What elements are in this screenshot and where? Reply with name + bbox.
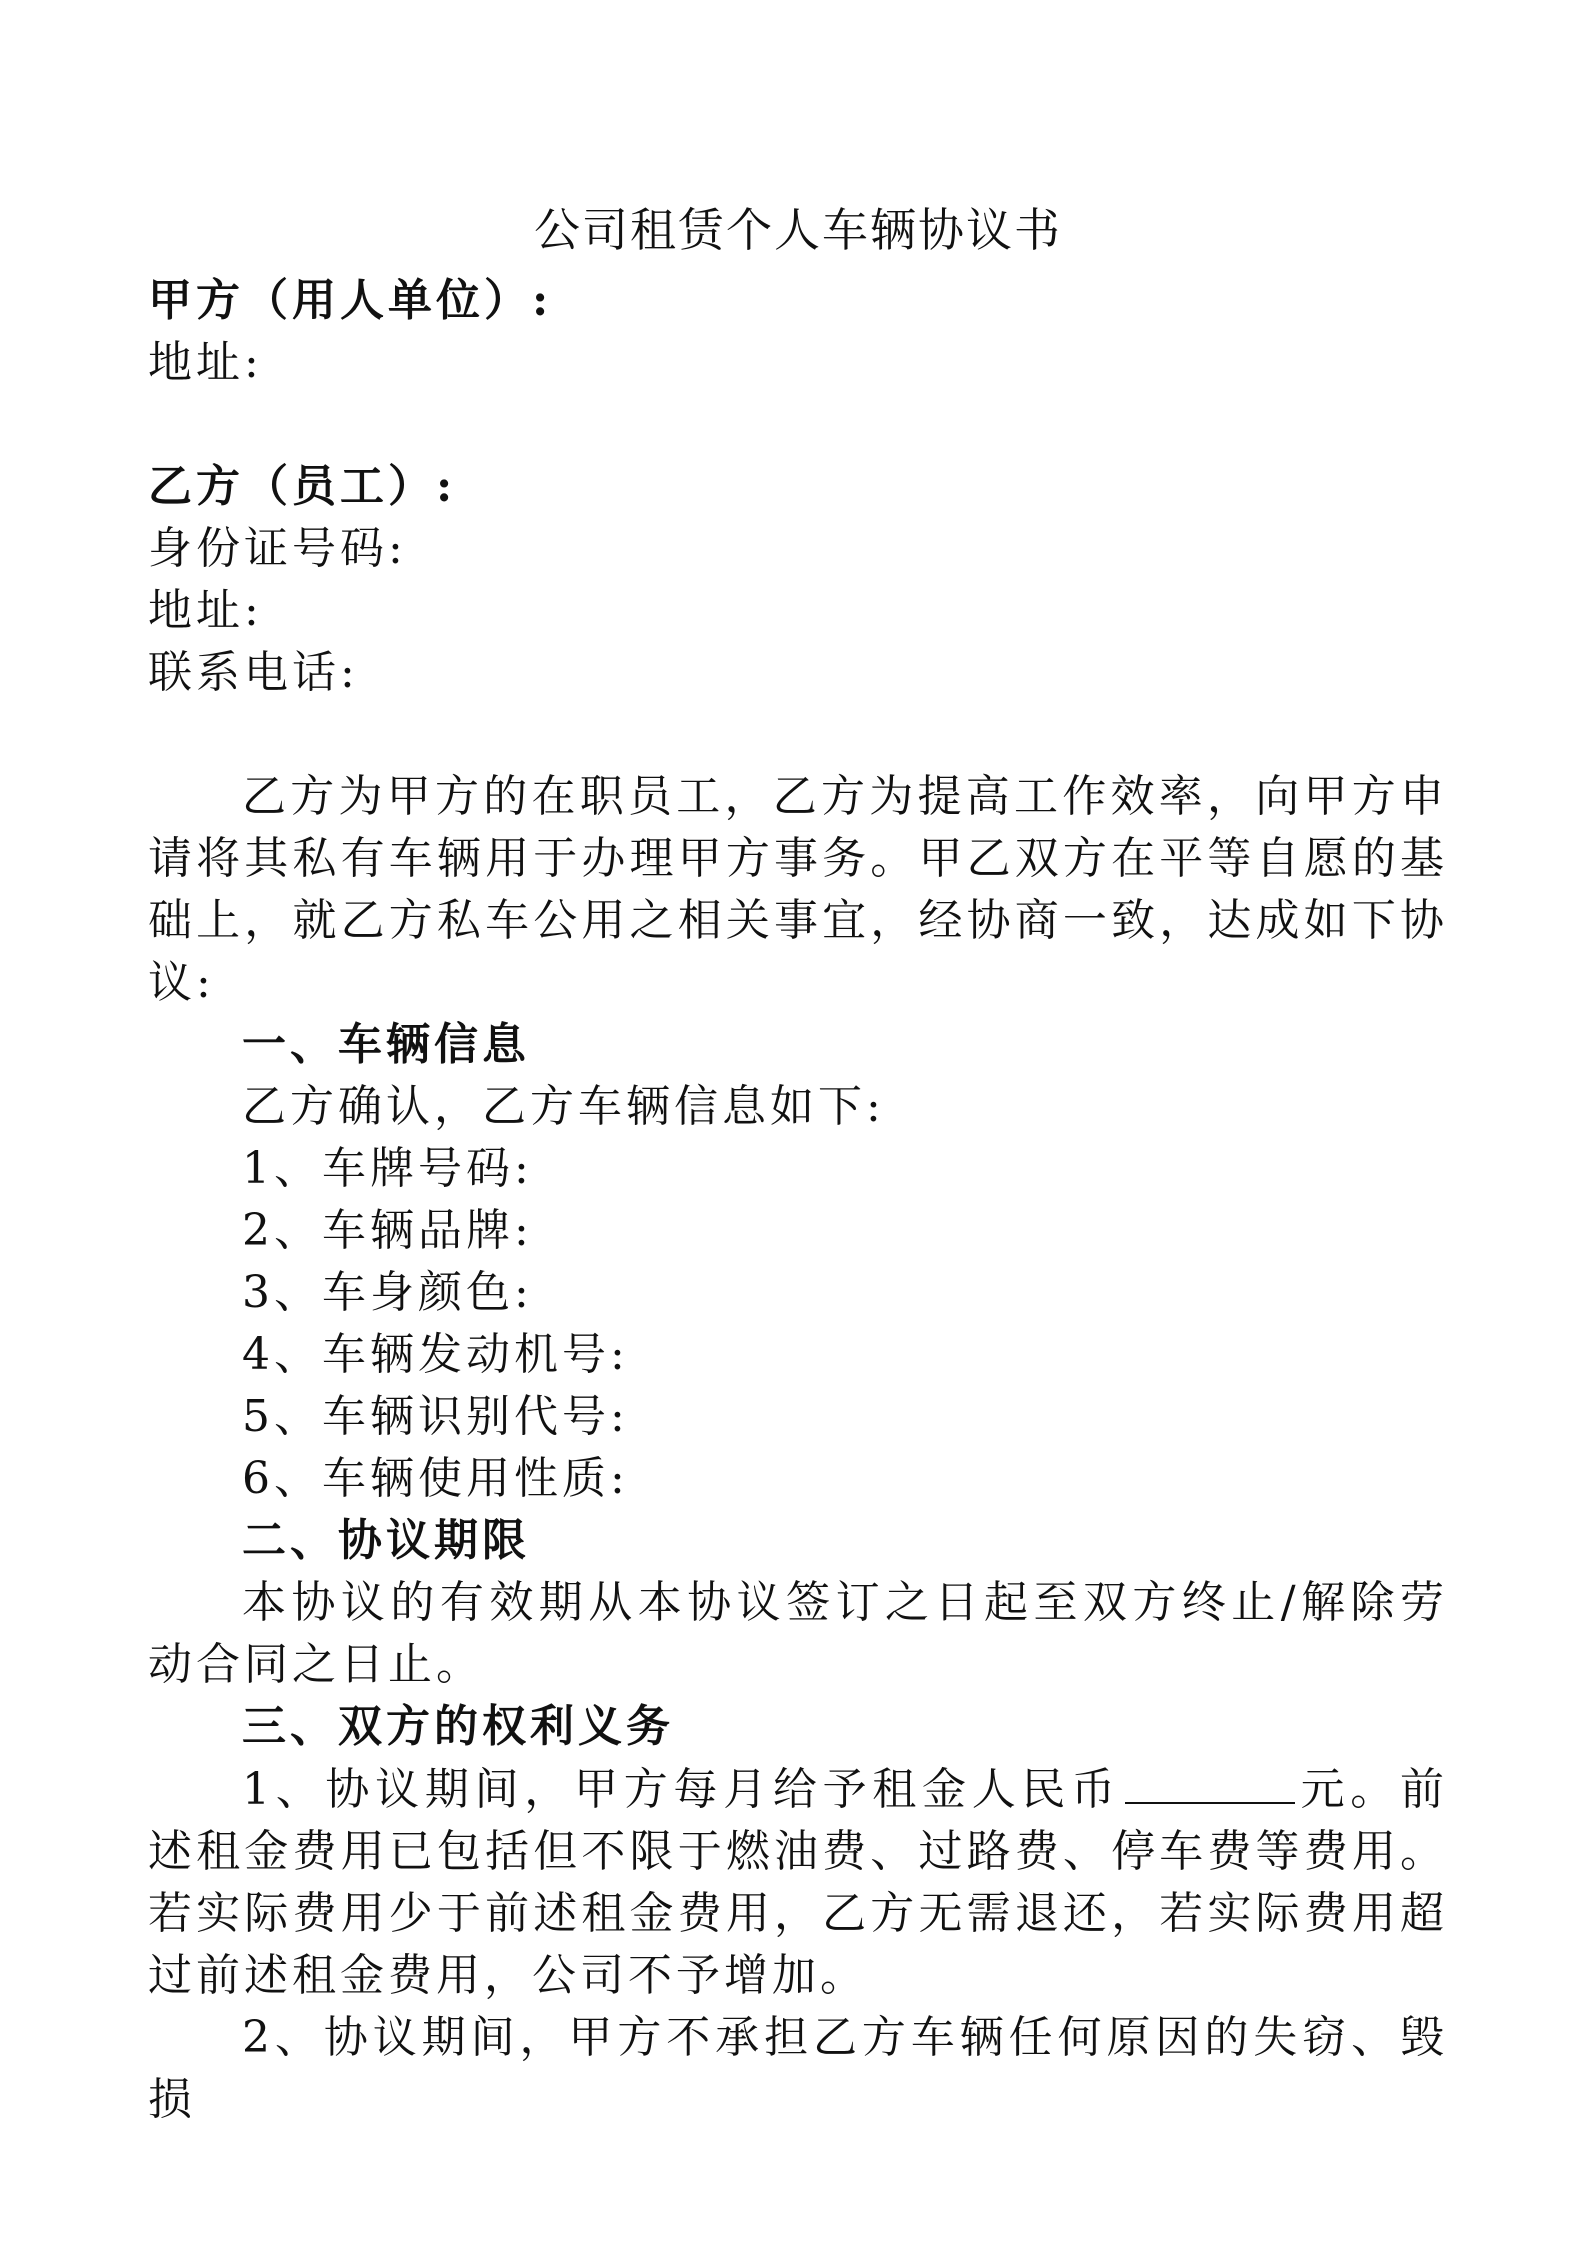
blank-line (148, 394, 1448, 456)
rent-amount-blank (1125, 1758, 1295, 1804)
intro-paragraph: 乙方为甲方的在职员工，乙方为提高工作效率，向甲方申请将其私有车辆用于办理甲方事务。甲乙双方在平等自愿的基础上，就乙方私车公用之相关事宜，经协商一致，达成如下协议: (148, 771, 1448, 1008)
party-b-label: 乙方（员工）: (148, 461, 457, 512)
clause1-paragraph (148, 1758, 1448, 2007)
clause1-prefix: 1、协议期间，甲方每月给予租金人民币 (242, 1764, 1121, 1815)
party-b-id: 身份证号码: (148, 523, 407, 574)
clause1-suffix: 元。前述租金费用已包括但不限于燃油费、过路费、停车费等费用。若实际费用少于前述租金费用，乙方无需退还，若实际费用超过前述租金费用，公司不予增加。 (148, 1764, 1449, 2001)
document-body (148, 190, 1448, 2131)
document-title: 公司租赁个人车辆协议书 (534, 203, 1062, 257)
section2-heading: 二、协议期限 (242, 1515, 530, 1566)
section2-paragraph: 本协议的有效期从本协议签订之日起至双方终止/解除劳动合同之日止。 (148, 1577, 1448, 1690)
blank-line (148, 704, 1448, 766)
vehicle-item: 6、车辆使用性质: (242, 1453, 629, 1504)
vehicle-item: 3、车身颜色: (242, 1267, 533, 1318)
clause2-paragraph: 2、协议期间，甲方不承担乙方车辆任何原因的失窃、毁损 (148, 2012, 1448, 2125)
section1-intro: 乙方确认，乙方车辆信息如下: (242, 1081, 885, 1132)
section1-heading: 一、车辆信息 (242, 1019, 530, 1070)
party-b-address: 地址: (148, 585, 263, 636)
vehicle-item: 2、车辆品牌: (242, 1205, 533, 1256)
vehicle-item: 1、车牌号码: (242, 1143, 533, 1194)
vehicle-item: 4、车辆发动机号: (242, 1329, 629, 1380)
party-b-phone: 联系电话: (148, 647, 359, 698)
party-a-label: 甲方（用人单位）: (148, 275, 553, 326)
party-a-address: 地址: (148, 337, 263, 388)
vehicle-item: 5、车辆识别代号: (242, 1391, 629, 1442)
section3-heading: 三、双方的权利义务 (242, 1701, 674, 1752)
